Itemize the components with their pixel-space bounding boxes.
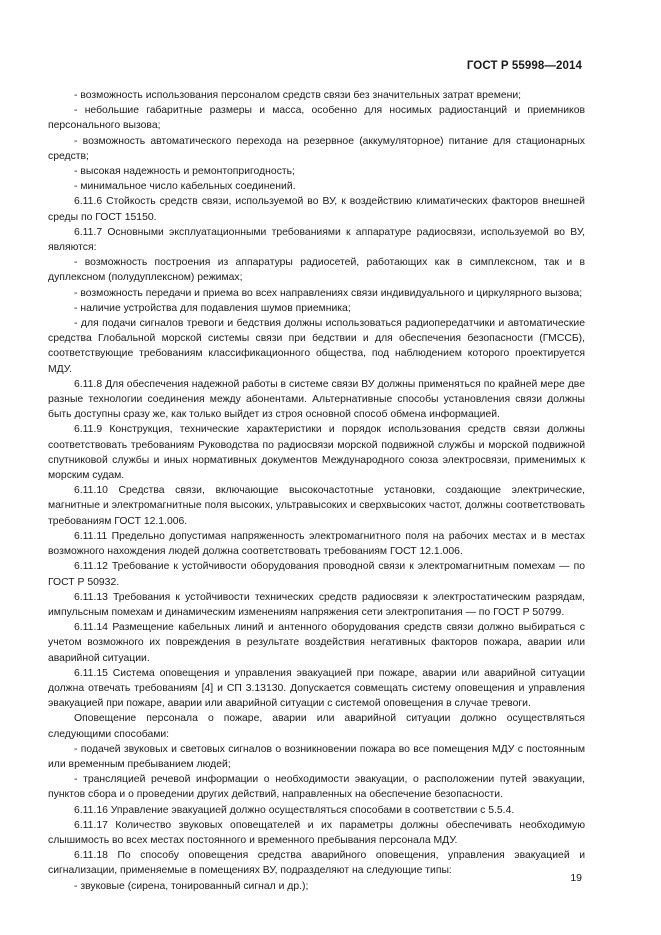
paragraph: 6.11.18 По способу оповещения средства аварийного оповещения, управления эвакуацией и сигнализации, применяемые в помещениях ВУ, подразделяют на следующие типы: bbox=[48, 850, 585, 877]
paragraph: 6.11.11 Предельно допустимая напряженность электромагнитного поля на рабочих местах и в местах возможного нахождения людей должна соответствовать требованиям ГОСТ 12.1.006. bbox=[48, 530, 585, 558]
paragraph: 6.11.8 Для обеспечения надежной работы в системе связи ВУ должны применяться по крайней мере две разные технологии соединения между абонентами. Альтернативные способы установления связи должны быть доступны сразу же, как только выйдет из строя основной способ обмена информацией. bbox=[48, 378, 585, 421]
paragraph: 6.11.13 Требования к устойчивости технических средств радиосвязи к электростатическим разрядам, импульсным помехам и динамическим изменениям напряжения сети электропитания — по ГОСТ Р 50799. bbox=[48, 591, 585, 618]
paragraph: 6.11.17 Количество звуковых оповещателей и их параметры должны обеспечивать необходимую слышимость во всех местах постоянного и временного пребывания персонала МДУ. bbox=[48, 819, 585, 846]
page-number: 19 bbox=[570, 872, 582, 884]
paragraph: - трансляцией речевой информации о необходимости эвакуации, о расположении путей эвакуации, пунктов сбора и о проведении других действий, направленных на обеспечение безопасности. bbox=[48, 774, 585, 801]
paragraph: - возможность передачи и приема во всех направлениях связи индивидуального и циркулярного вызова; bbox=[74, 287, 583, 299]
paragraph: 6.11.15 Система оповещения и управления эвакуацией при пожаре, аварии или аварийной ситуации должна отвечать требованиям [4] и СП 3.13130. Допускается совмещать систему оповещения и управления эвакуацией при пожаре, аварии или аварийной ситуации с системой оповещения в случае тревоги. bbox=[48, 667, 585, 710]
paragraph: 6.11.10 Средства связи, включающие высокочастотные установки, создающие электрические, магнитные и электромагнитные поля высоких, ультравысоких и сверхвысоких частот, должны соответствовать требованиям ГОСТ 12.1.006. bbox=[48, 485, 585, 527]
standard-designation: ГОСТ Р 55998—2014 bbox=[466, 60, 582, 72]
paragraph: - минимальное число кабельных соединений. bbox=[74, 181, 296, 193]
paragraph: 6.11.9 Конструкция, технические характеристики и порядок использования средств связи должны соответствовать требованиям Руководства по радиосвязи морской подвижной службы и морской подвижной спутниковой службы и иных нормативных документов Международного союза электросвязи, применимых к морским судам. bbox=[48, 424, 585, 482]
document-body bbox=[48, 88, 585, 894]
paragraph: - возможность построения из аппаратуры радиосетей, работающих как в симплексном, так и в дуплексном (полудуплексном) режимах; bbox=[48, 257, 585, 284]
paragraph: 6.11.14 Размещение кабельных линий и антенного оборудования средств связи должно выбираться с учетом возможного их повреждения в результате воздействия негативных факторов пожара, аварии или аварийной ситуации. bbox=[48, 622, 585, 664]
paragraph: - высокая надежность и ремонтопригодность; bbox=[74, 166, 295, 178]
paragraph: - возможность автоматического перехода на резервное (аккумуляторное) питание для стационарных средств; bbox=[48, 135, 585, 162]
paragraph: - наличие устройства для подавления шумов приемника; bbox=[74, 302, 351, 314]
paragraph: 6.11.12 Требование к устойчивости оборудования проводной связи к электромагнитным помехам — по ГОСТ Р 50932. bbox=[48, 561, 585, 588]
paragraph: - звуковые (сирена, тонированный сигнал и др.); bbox=[74, 880, 309, 892]
paragraph: - подачей звуковых и световых сигналов о возникновении пожара во все помещения МДУ с постоянным или временным пребыванием людей; bbox=[48, 743, 585, 770]
paragraph: 6.11.16 Управление эвакуацией должно осуществляться способами в соответствии с 5.5.4. bbox=[74, 804, 515, 816]
paragraph: - небольшие габаритные размеры и масса, особенно для носимых радиостанций и приемников персонального вызова; bbox=[48, 105, 585, 132]
paragraph: 6.11.6 Стойкость средств связи, используемой во ВУ, к воздействию климатических факторов внешней среды по ГОСТ 15150. bbox=[48, 196, 585, 223]
paragraph: 6.11.7 Основными эксплуатационными требованиями к аппаратуре радиосвязи, используемой во ВУ, являются: bbox=[48, 226, 585, 254]
paragraph: - возможность использования персоналом средств связи без значительных затрат времени; bbox=[74, 90, 522, 101]
paragraph: - для подачи сигналов тревоги и бедствия должны использоваться радиопередатчики и автоматические средства Глобальной морской системы связи при бедствии и для обеспечения безопасности (ГМССБ), соответствующие требованиям классификационного общества, под наблюдением которого проектируется МДУ. bbox=[48, 318, 585, 375]
paragraph: Оповещение персонала о пожаре, аварии или аварийной ситуации должно осуществляться следующими способами: bbox=[48, 713, 585, 740]
